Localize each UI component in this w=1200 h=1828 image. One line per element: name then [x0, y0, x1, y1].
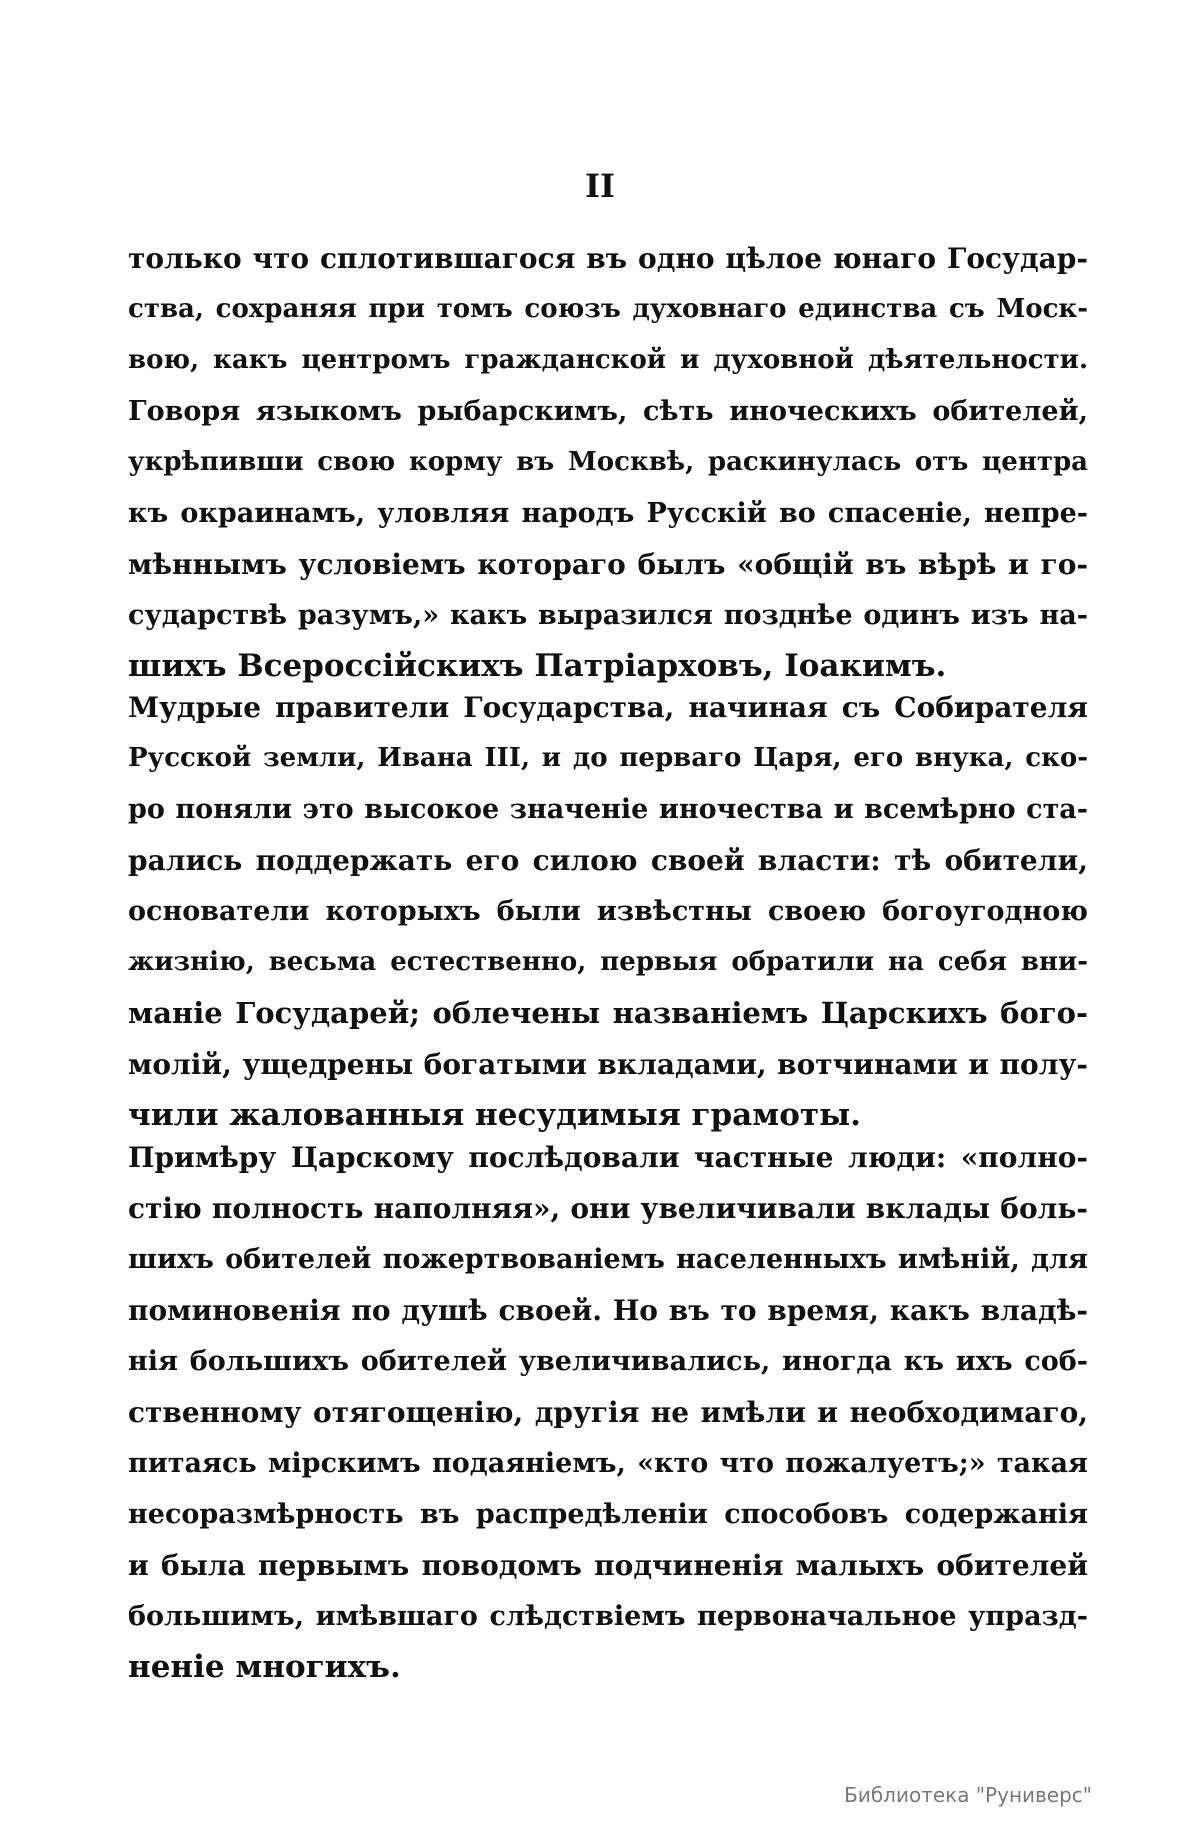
text-line: питаясь мірскимъ подаяніемъ, «кто что пожалуетъ;» такая	[128, 1448, 1088, 1479]
paragraph-2	[128, 682, 1088, 1141]
text-line: шихъ обителей пожертвованіемъ населенныхъ имѣній, для	[128, 1244, 1088, 1275]
text-line: основатели которыхъ были извѣстны своею богоугодною	[128, 896, 1088, 927]
paragraph-3	[128, 1132, 1088, 1693]
text-line: рались поддержать его силою своей власти: тѣ обители,	[128, 844, 1088, 877]
text-line: вою, какъ центромъ гражданской и духовной дѣятельности.	[128, 345, 1088, 375]
text-line: только что сплотившагося въ одно цѣлое юнаго Государ-	[128, 242, 1088, 275]
text-line: Говоря языкомъ рыбарскимъ, сѣть иноческихъ обителей,	[128, 396, 1088, 427]
library-watermark: Библиотека "Руниверс"	[844, 1783, 1092, 1807]
text-line: чили жалованныя несудимыя грамоты.	[128, 1097, 861, 1133]
text-line: сударствѣ разумъ,» какъ выразился позднѣе одинъ изъ на-	[128, 600, 1088, 631]
text-line: мѣннымъ условіемъ котораго былъ «общій въ вѣрѣ и го-	[128, 548, 1088, 581]
text-line: маніе Государей; облечены названіемъ Царскихъ бого-	[128, 996, 1088, 1030]
text-line: нія большихъ обителей увеличивались, иногда къ ихъ соб-	[128, 1346, 1088, 1377]
text-line: молій, ущедрены богатыми вкладами, вотчинами и полу-	[128, 1048, 1088, 1081]
text-line: ственному отягощенію, другія не имѣли и необходимаго,	[128, 1396, 1088, 1429]
page-number: II	[585, 167, 615, 205]
text-line: большимъ, имѣвшаго слѣдствіемъ первоначальное упразд-	[128, 1601, 1088, 1632]
text-line: Примѣру Царскому послѣдовали частные люди: «полно-	[128, 1141, 1088, 1174]
text-line: жизнію, весьма естественно, первыя обратили на себя вни-	[128, 947, 1088, 977]
text-line: несоразмѣрность въ распредѣленіи способовъ содержанія	[128, 1499, 1088, 1530]
text-line: Русской земли, Ивана III, и до перваго Царя, его внука, ско-	[128, 743, 1088, 773]
text-line: стію полность наполняя», они увеличивали вклады боль-	[128, 1192, 1088, 1225]
text-line: къ окраинамъ, уловляя народъ Русскій во спасеніе, непре-	[128, 498, 1088, 529]
text-line: неніе многихъ.	[128, 1649, 401, 1685]
text-line: Мудрые правители Государства, начиная съ Собирателя	[128, 691, 1088, 724]
text-line: ро поняли это высокое значеніе иночества и всемѣрно ста-	[128, 794, 1088, 825]
paragraph-1	[128, 233, 1088, 692]
text-line: шихъ Всероссійскихъ Патріарховъ, Іоакимъ.	[128, 648, 947, 684]
text-line: и была первымъ поводомъ подчиненія малыхъ обителей	[128, 1549, 1088, 1582]
text-line: ства, сохраняя при томъ союзъ духовнаго единства съ Моск-	[128, 294, 1088, 324]
text-line: укрѣпивши свою корму въ Москвѣ, раскинулась отъ центра	[128, 447, 1088, 477]
text-line: поминовенія по душѣ своей. Но въ то время, какъ владѣ-	[128, 1294, 1088, 1327]
